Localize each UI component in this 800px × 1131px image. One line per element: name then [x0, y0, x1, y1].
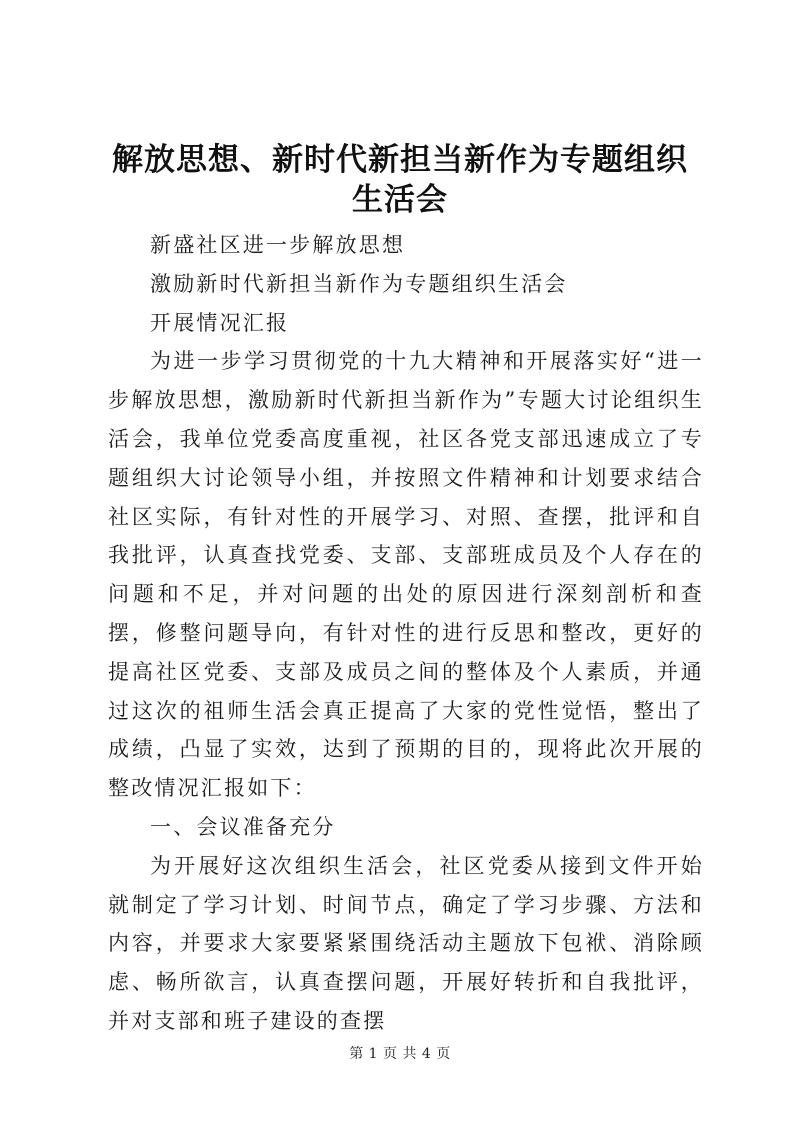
document-body — [108, 226, 704, 1041]
subtitle-line-community: 新盛社区进一步解放思想 — [150, 233, 406, 257]
section-heading-preparation: 一、会议准备充分 — [150, 814, 336, 839]
subtitle-line-meeting: 激励新时代新担当新作为专题组织生活会 — [150, 271, 568, 296]
body-paragraph-intro: 为进一步学习贯彻党的十九大精神和开展落实好“进一步解放思想，激励新时代新担当新作为”专题大讨论组织生活会，我单位党委高度重视，社区各党支部迅速成立了专题组织大讨论领导小组，并按照文件精神和计划要求结合社区实际，有针对性的开展学习、对照、查摆，批评和自我批评，认真查找党委、支部、支部班成员及个人存在的问题和不足，并对问题的出处的原因进行深刻剖析和查摆，修整问题导向，有针对性的进行反思和整改，更好的提高社区党委、支部及成员之间的整体及个人素质，并通过这次的祖师生活会真正提高了大家的党性觉悟，整出了成绩，凸显了实效，达到了预期的目的，现将此次开展的整改情况汇报如下： — [108, 349, 704, 801]
page-footer: 第 1 页 共 4 页 — [349, 1046, 451, 1062]
document-title: 解放思想、新时代新担当新作为专题组织生活会 — [112, 142, 688, 218]
body-paragraph-preparation: 为开展好这次组织生活会，社区党委从接到文件开始就制定了学习计划、时间节点，确定了学习步骤、方法和内容，并要求大家要紧紧围绕活动主题放下包袱、消除顾虑、畅所欲言，认真查摆问题，开展好转折和自我批评，并对支部和班子建设的查摆 — [108, 853, 704, 1033]
subtitle-line-report: 开展情况汇报 — [150, 310, 290, 335]
